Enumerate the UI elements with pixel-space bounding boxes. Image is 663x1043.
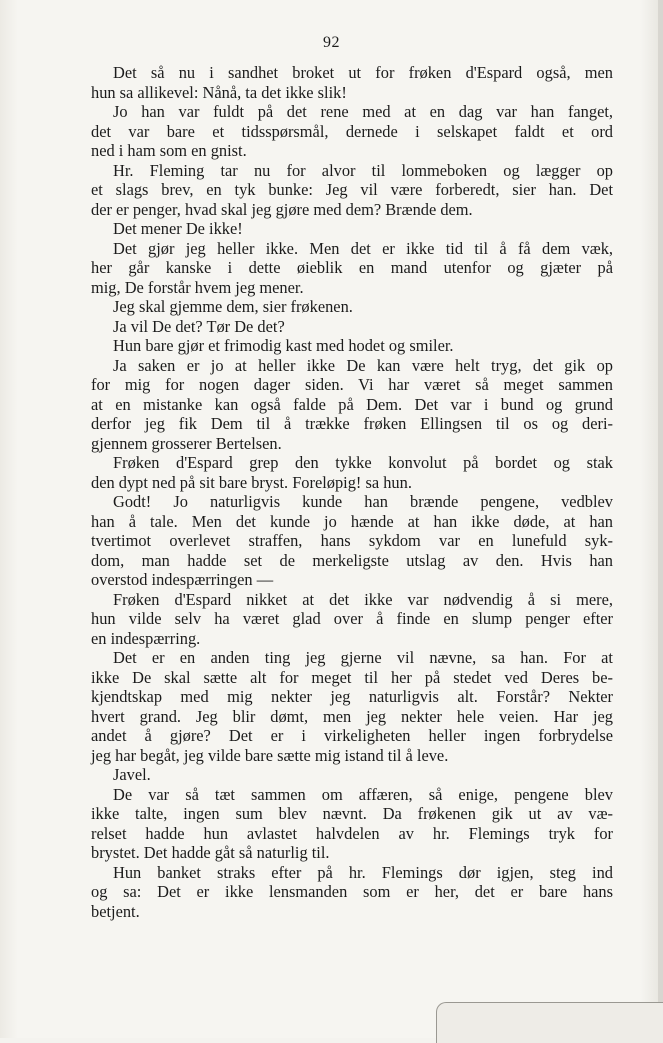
page-number: 92: [323, 34, 340, 51]
text-line: relset hadde hun avlastet halvdelen av hr. Flemings tryk for: [91, 823, 613, 843]
text-line: kjendtskap med mig nekter jeg naturligvis alt. Forstår? Nekter: [91, 687, 613, 706]
paragraph: [91, 297, 613, 317]
page-edge: [658, 0, 663, 1038]
text-line: et slags brev, en tyk bunke: Jeg vil være forberedt, sier han. Det: [91, 180, 613, 199]
text-line: hun sa allikevel: Nånå, ta det ikke slik!: [91, 82, 347, 102]
text-line: og sa: Det er ikke lensmanden som er her, det er bare hans: [91, 882, 613, 901]
text-line: ikke talte, ingen sum blev nævnt. Da frøkenen gik ut av væ-: [91, 804, 613, 823]
text-line: Hun banket straks efter på hr. Flemings dør igjen, steg ind: [113, 862, 613, 882]
paragraph: [91, 356, 613, 454]
corner-tab: [436, 1002, 663, 1043]
text-line: Jeg skal gjemme dem, sier frøkenen.: [113, 297, 353, 316]
paragraph: [91, 648, 613, 765]
text-line: Frøken d'Espard nikket at det ikke var nødvendig å si mere,: [113, 589, 613, 609]
text-line: at en mistanke kan også falde på Dem. Det var i bund og grund: [91, 394, 613, 414]
text-line: Javel.: [113, 765, 151, 784]
text-line: hvert grand. Jeg blir dømt, men jeg nekter hele veien. Har jeg: [91, 706, 613, 726]
paragraph: [91, 161, 613, 220]
text-line: Jo han var fuldt på det rene med at en dag var han fanget,: [113, 102, 613, 121]
text-line: det var bare et tidsspørsmål, dernede i selskapet faldt et ord: [91, 121, 613, 141]
paragraph: [91, 239, 613, 298]
text-line: andet å gjøre? Det er i virkeligheten heller ingen forbrydelse: [91, 726, 613, 745]
text-line: overstod indespærringen —: [91, 570, 274, 589]
paragraph: [91, 102, 613, 161]
text-line: Det så nu i sandhet broket ut for frøken d'Espard også, men: [113, 63, 613, 82]
paragraph: [91, 492, 613, 590]
paragraph: [91, 317, 613, 337]
body-text: [91, 63, 613, 921]
paragraph: [91, 453, 613, 492]
text-line: Frøken d'Espard grep den tykke konvolut på bordet og stak: [113, 453, 613, 472]
paragraph: [91, 336, 613, 356]
text-line: Det mener De ikke!: [113, 219, 243, 238]
text-line: derfor jeg fik Dem til å trække frøken Ellingsen til os og deri-: [91, 414, 613, 433]
text-line: hun vilde selv ha været glad over å finde en slump penger efter: [91, 609, 613, 628]
text-line: her går kanske i dette øieblik en mand utenfor og gjæter på: [91, 258, 613, 277]
text-line: for mig for nogen dager siden. Vi har været så meget sammen: [91, 375, 613, 394]
paragraph: [91, 590, 613, 649]
text-line: gjennem grosserer Bertelsen.: [91, 433, 282, 453]
text-line: Ja vil De det? Tør De det?: [113, 316, 285, 336]
text-line: Det er en anden ting jeg gjerne vil nævne, sa han. For at: [113, 648, 613, 667]
text-line: den dypt ned på sit bare bryst. Foreløpig! sa hun.: [91, 472, 412, 492]
text-line: De var så tæt sammen om affæren, så enige, pengene blev: [113, 784, 613, 804]
text-line: Ja saken er jo at heller ikke De kan være helt tryg, det gik op: [113, 355, 613, 375]
text-line: en indespærring.: [91, 628, 201, 648]
paragraph: [91, 63, 613, 102]
text-line: der er penger, hvad skal jeg gjøre med dem? Brænde dem.: [91, 199, 473, 219]
paragraph: [91, 863, 613, 922]
text-line: mig, De forstår hvem jeg mener.: [91, 277, 304, 297]
text-line: Hr. Fleming tar nu for alvor til lommeboken og lægger op: [113, 160, 613, 180]
text-line: dom, man hadde set de merkeligste utslag av den. Hvis han: [91, 550, 613, 570]
paragraph: [91, 219, 613, 239]
text-line: Godt! Jo naturligvis kunde han brænde pengene, vedblev: [113, 492, 613, 511]
paragraph: [91, 765, 613, 785]
text-line: ned i ham som en gnist.: [91, 141, 247, 160]
text-line: Hun bare gjør et frimodig kast med hodet og smiler.: [113, 336, 454, 355]
text-line: tvertimot overlevet straffen, hans sykdom var en lunefuld syk-: [91, 531, 613, 550]
text-line: Det gjør jeg heller ikke. Men det er ikke tid til å få dem væk,: [113, 238, 613, 258]
paragraph: [91, 785, 613, 863]
text-line: ikke De skal sætte alt for meget til her på stedet ved Deres be-: [91, 667, 613, 687]
text-line: han å tale. Men det kunde jo hænde at han ikke døde, at han: [91, 511, 613, 531]
text-line: jeg har begåt, jeg vilde bare sætte mig istand til å leve.: [91, 745, 449, 765]
text-line: betjent.: [91, 901, 140, 921]
text-line: brystet. Det hadde gåt så naturlig til.: [91, 843, 330, 862]
